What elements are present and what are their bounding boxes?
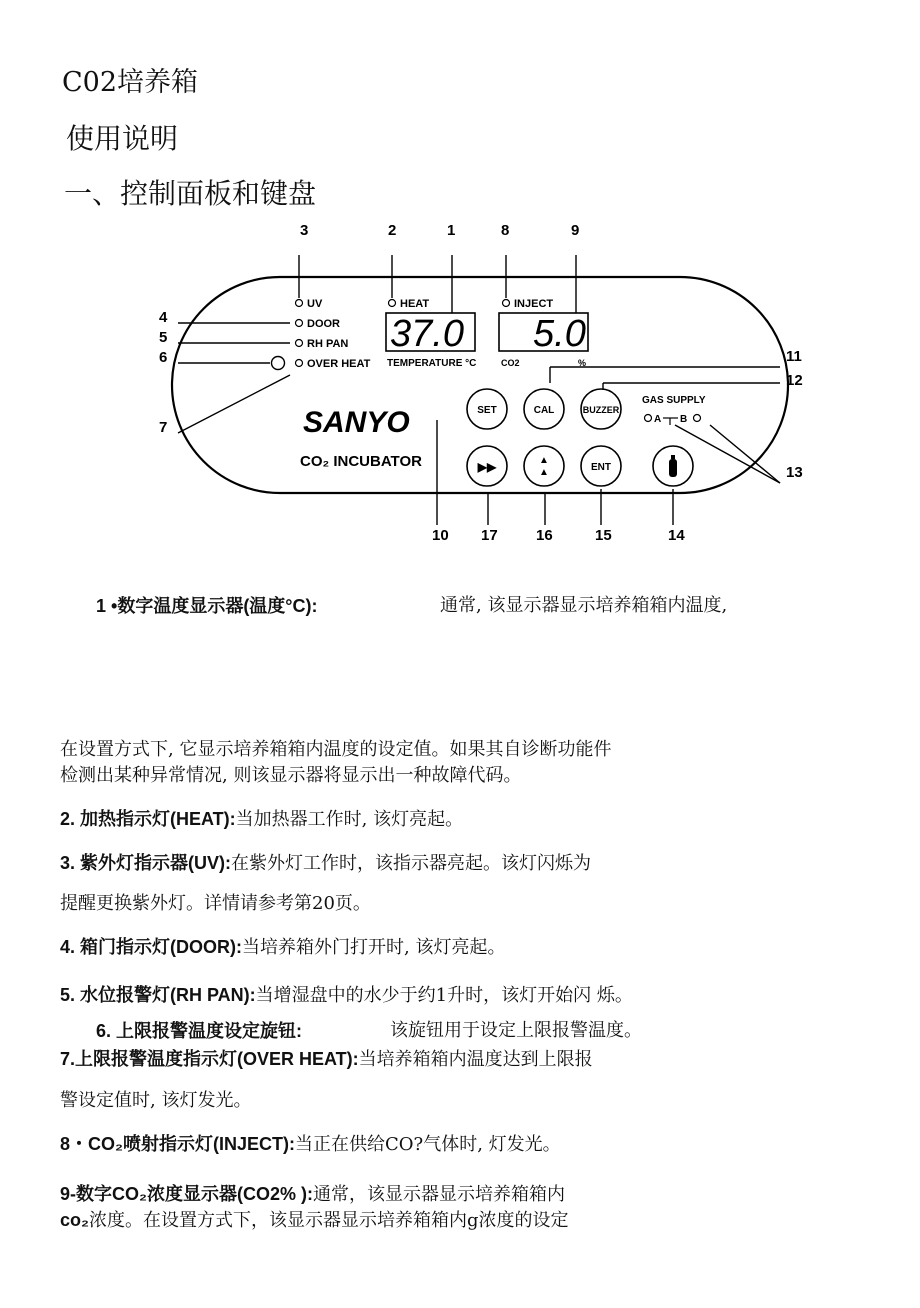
item2-text: 当加热器工作时, 该灯亮起。 <box>235 809 464 830</box>
callout-13: 13 <box>786 464 803 481</box>
item7-line2: 警设定值时, 该灯发光。 <box>60 1090 252 1111</box>
callout-5: 5 <box>159 329 168 346</box>
uv-led <box>296 300 303 307</box>
callout-11: 11 <box>786 348 802 365</box>
heat-label: HEAT <box>400 298 430 310</box>
item8-label: 8・CO₂喷射指示灯(INJECT): <box>60 1134 296 1154</box>
item9-label: 9-数字CO₂浓度显示器(CO2% ): <box>60 1184 314 1204</box>
item4-text: 当培养箱外门打开时, 该灯亮起。 <box>242 937 506 958</box>
co2-label: CO2 <box>501 358 520 368</box>
item2-row <box>60 807 463 832</box>
rhpan-label: RH PAN <box>307 338 349 350</box>
next-button-icon: ▶▶ <box>477 460 497 474</box>
item4-row <box>60 935 505 960</box>
door-led <box>296 320 303 327</box>
callout-9: 9 <box>571 222 580 239</box>
cal-button-label: CAL <box>533 405 555 416</box>
callout-17: 17 <box>481 527 498 544</box>
uv-label: UV <box>307 298 323 310</box>
item7-row <box>60 1047 593 1072</box>
callout-14: 14 <box>668 527 685 544</box>
overheat-knob <box>272 357 285 370</box>
callout-8: 8 <box>501 222 510 239</box>
item5-row <box>60 983 633 1008</box>
callout-15: 15 <box>595 527 612 544</box>
temperature-label: TEMPERATURE °C <box>387 358 477 369</box>
overheat-led <box>296 360 303 367</box>
item5-label: 5. 水位报警灯(RH PAN): <box>60 985 256 1005</box>
overheat-label: OVER HEAT <box>307 358 371 370</box>
item3-label: 3. 紫外灯指示器(UV): <box>60 853 231 873</box>
inject-label: INJECT <box>514 298 554 310</box>
rhpan-led <box>296 340 303 347</box>
item4-label: 4. 箱门指示灯(DOOR): <box>60 937 242 957</box>
item7-label: 7.上限报警温度指示灯(OVER HEAT): <box>60 1049 359 1069</box>
callout-1: 1 <box>447 222 456 239</box>
item1-label: 1 •数字温度显示器(温度°C): <box>96 596 318 616</box>
callout-6: 6 <box>159 349 168 366</box>
gas-supply-label: GAS SUPPLY <box>642 395 706 406</box>
callout-16: 16 <box>536 527 553 544</box>
item1-row <box>96 594 318 619</box>
callout-3: 3 <box>300 222 309 239</box>
product-label: CO₂ INCUBATOR <box>300 453 422 470</box>
door-label: DOOR <box>307 318 340 330</box>
gas-a-led <box>645 415 652 422</box>
callout-2: 2 <box>388 222 397 239</box>
buzzer-button-label: BUZZER <box>582 405 620 415</box>
para1-line2: 检测出某种异常情况, 则该显示器将显示出一种故障代码。 <box>60 765 522 786</box>
gas-a-label: A <box>654 414 662 425</box>
gas-b-led <box>694 415 701 422</box>
item9-text: 通常，该显示器显示培养箱箱内 <box>313 1184 566 1205</box>
item9-line2: 浓度。在设置方式下，该显示器显示培养箱箱内g浓度的设定 <box>89 1210 569 1231</box>
item3-row <box>60 851 591 876</box>
item3-text: 在紫外灯工作时，该指示器亮起。该灯闪烁为 <box>231 853 591 874</box>
item9-line2-row <box>60 1208 569 1233</box>
para1-line1: 在设置方式下, 它显示培养箱箱内温度的设定值。如果其自诊断功能件 <box>60 739 612 760</box>
document-title: C02培养箱 <box>62 67 199 98</box>
callout-7: 7 <box>159 419 168 436</box>
item8-text: 当正在供给CO?气体时, 灯发光。 <box>295 1134 561 1155</box>
callout-10: 10 <box>432 527 449 544</box>
item1-text: 通常, 该显示器显示培养箱箱内温度, <box>440 595 728 616</box>
item5-text: 当增湿盘中的水少于约1升时，该灯开始闪 烁。 <box>255 985 633 1006</box>
brand-logo: SANYO <box>303 406 410 439</box>
percent-label: % <box>578 358 587 368</box>
gas-cylinder-icon <box>669 459 677 477</box>
up-button-icon: ▲ <box>539 467 549 478</box>
temperature-display-value: 37.0 <box>390 313 464 355</box>
ent-button-label: ENT <box>591 462 611 473</box>
inject-led <box>503 300 510 307</box>
heat-led <box>389 300 396 307</box>
callout-12: 12 <box>786 372 803 389</box>
co2-display-value: 5.0 <box>533 313 586 355</box>
item9-line2-bold: co₂ <box>60 1210 90 1230</box>
item6-text: 该旋钮用于设定上限报警温度。 <box>390 1020 642 1041</box>
item6-label: 6. 上限报警温度设定旋钮: <box>96 1021 303 1041</box>
set-button-label: SET <box>477 405 497 416</box>
control-panel-diagram <box>140 215 820 550</box>
item3-line2: 提醒更换紫外灯。详情请参考第20页。 <box>60 893 371 914</box>
gas-b-label: B <box>680 414 688 425</box>
up-button[interactable] <box>524 446 564 486</box>
section-heading: 一、控制面板和键盘 <box>64 177 317 210</box>
item8-row <box>60 1132 561 1157</box>
callout-4: 4 <box>159 309 168 326</box>
item7-text: 当培养箱箱内温度达到上限报 <box>358 1049 593 1070</box>
document-subtitle: 使用说明 <box>66 122 179 155</box>
up-arrow-icon: ▲ <box>539 455 549 466</box>
item2-label: 2. 加热指示灯(HEAT): <box>60 809 236 829</box>
item9-row <box>60 1182 565 1207</box>
